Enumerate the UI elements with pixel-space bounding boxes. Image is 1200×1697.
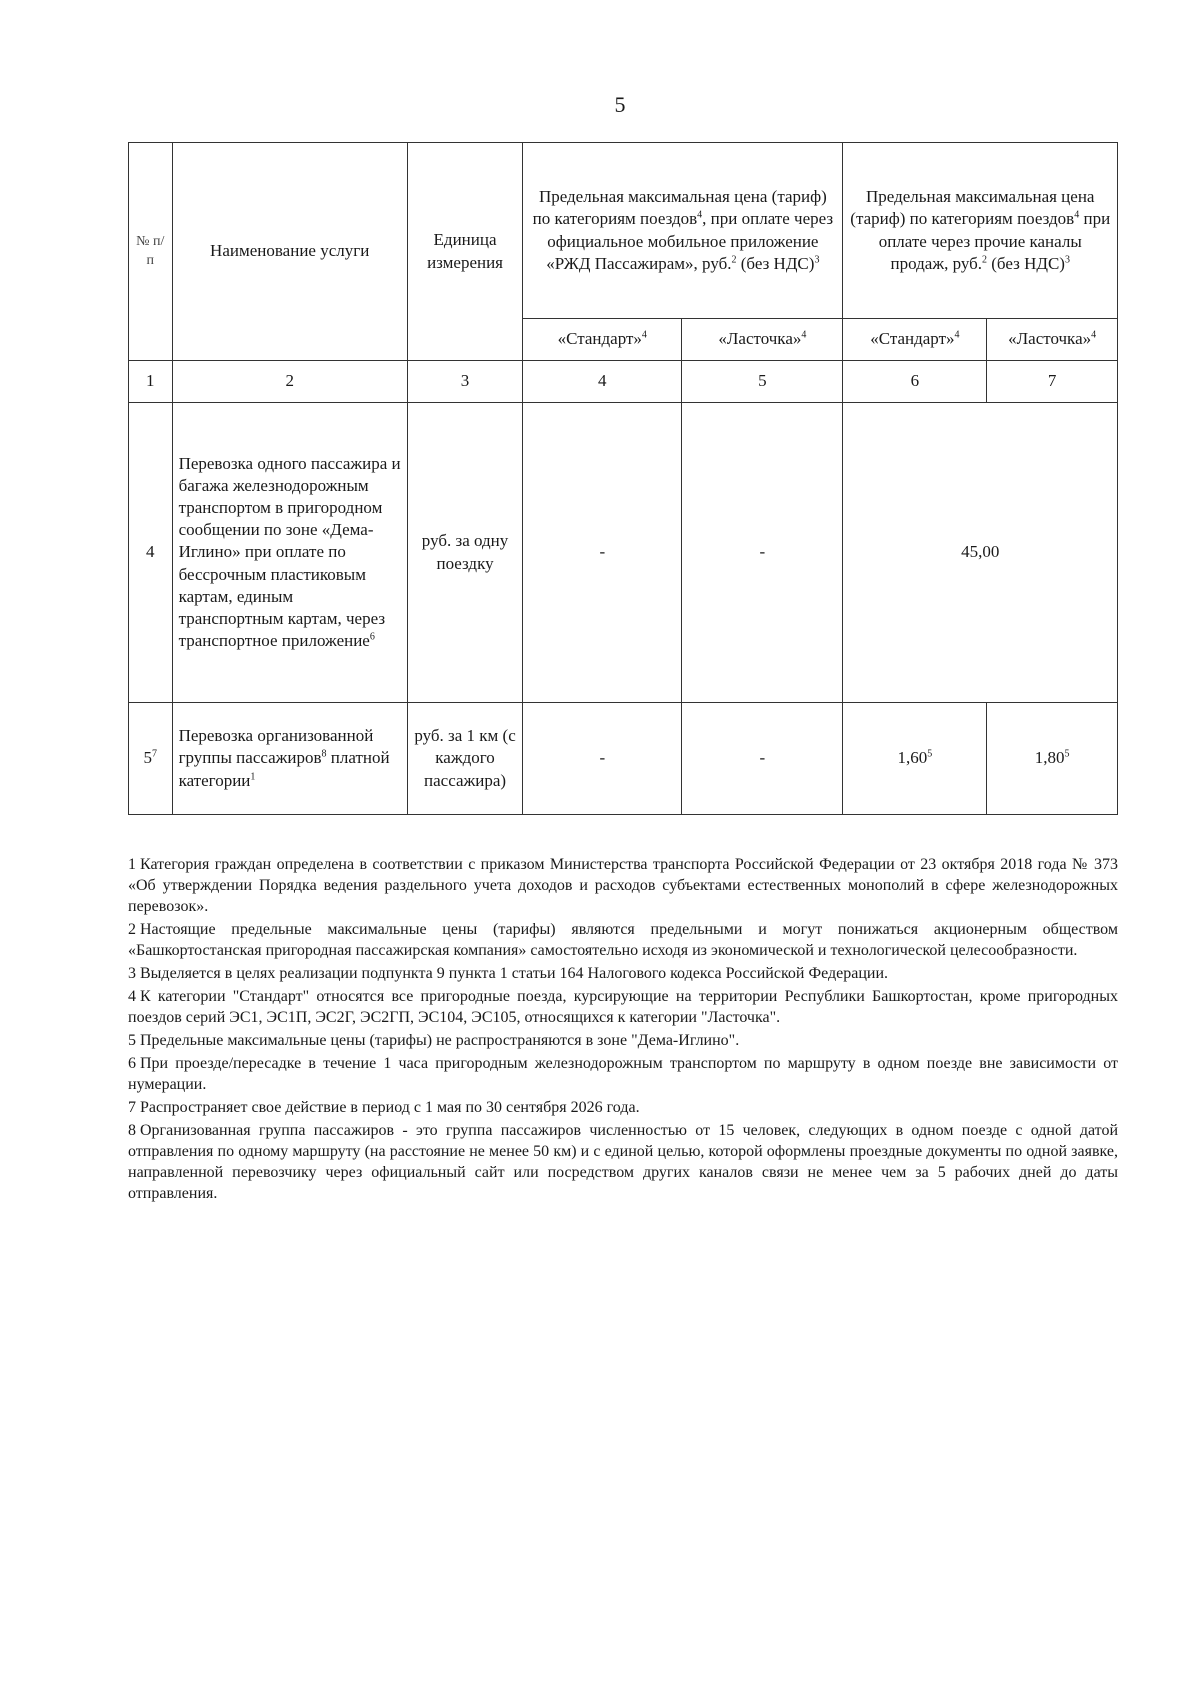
header-num: № п/п	[129, 143, 173, 361]
row-app-standard: -	[523, 703, 682, 815]
row-unit: руб. за 1 км (с каждого пассажира)	[407, 703, 522, 815]
row-app-standard: -	[523, 403, 682, 703]
subheader-other-standard: «Стандарт»$^4$	[843, 319, 987, 361]
header-other-price: Предельная максимальная цена (тариф) по категориям поездов$^4$ при оплате через прочие каналы продаж, руб.$^2$ (без НДС)$^3$	[843, 143, 1118, 319]
footnote: 5 Предельные максимальные цены (тарифы) не распространяются в зоне "Дема-Иглино".	[128, 1032, 740, 1049]
row-num: 4	[129, 403, 173, 703]
col-number: 7	[987, 361, 1118, 403]
col-number: 4	[523, 361, 682, 403]
footnote: 3 Выделяется в целях реализации подпункта 9 пункта 1 статьи 164 Налогового кодекса Российской Федерации.	[128, 965, 889, 982]
table-row	[129, 403, 1118, 703]
header-service: Наименование услуги	[172, 143, 407, 361]
row-app-lastochka: -	[682, 703, 843, 815]
footnotes	[128, 854, 1118, 1206]
row-unit: руб. за одну поездку	[407, 403, 522, 703]
subheader-app-lastochka: «Ласточка»$^4$	[682, 319, 843, 361]
row-num: $5^7$	[129, 703, 173, 815]
row-other-price: 45,00	[843, 403, 1118, 703]
header-row	[129, 143, 1118, 319]
col-number: 2	[172, 361, 407, 403]
col-number: 3	[407, 361, 522, 403]
row-other-lastochka: 1,80$^5$	[987, 703, 1118, 815]
row-service: Перевозка организованной группы пассажиров$^8$ платной категории$^1$	[172, 703, 407, 815]
row-app-lastochka: -	[682, 403, 843, 703]
col-number: 5	[682, 361, 843, 403]
footnote: 2 Настоящие предельные максимальные цены (тарифы) являются предельными и могут понижаться акционерным обществом «Башкортостанская пригородная пассажирская компания» самостоятельно исходя из экономической и технологической целесообразности.	[128, 921, 1118, 959]
tariff-table	[128, 142, 1118, 815]
column-number-row	[129, 361, 1118, 403]
col-number: 1	[129, 361, 173, 403]
header-app-price: Предельная максимальная цена (тариф) по категориям поездов$^4$, при оплате через официальное мобильное приложение «РЖД Пассажирам», руб.$^2$ (без НДС)$^3$	[523, 143, 843, 319]
subheader-app-standard: «Стандарт»$^4$	[523, 319, 682, 361]
header-unit: Единица измерения	[407, 143, 522, 361]
table-row	[129, 703, 1118, 815]
col-number: 6	[843, 361, 987, 403]
subheader-other-lastochka: «Ласточка»$^4$	[987, 319, 1118, 361]
page-number: 5	[614, 92, 626, 117]
footnote: 1 Категория граждан определена в соответствии с приказом Министерства транспорта Российской Федерации от 23 октября 2018 года № 373 «Об утверждении Порядка ведения раздельного учета доходов и расходов субъектами естественных монополий в сфере железнодорожных перевозок».	[128, 856, 1118, 915]
footnote: 4 К категории "Стандарт" относятся все пригородные поезда, курсирующие на территории Республики Башкортостан, кроме пригородных поездов серий ЭС1, ЭС1П, ЭС2Г, ЭС2ГП, ЭС104, ЭС105, относящихся к категории "Ласточка".	[128, 988, 1118, 1026]
footnote: 7 Распространяет свое действие в период с 1 мая по 30 сентября 2026 года.	[128, 1099, 640, 1116]
row-service: Перевозка одного пассажира и багажа железнодорожным транспортом в пригородном сообщении по зоне «Дема-Иглино» при оплате по бессрочным пластиковым картам, единым транспортным картам, через транспортное приложение$^6$	[172, 403, 407, 703]
footnote: 6 При проезде/пересадке в течение 1 часа пригородным железнодорожным транспортом по маршруту в одном поезде вне зависимости от нумерации.	[128, 1055, 1118, 1093]
footnote: 8 Организованная группа пассажиров - это группа пассажиров численностью от 15 человек, следующих в одном поезде с одной датой отправления по одному маршруту (на расстояние не менее 50 км) и с единой целью, которой оформлены проездные документы по одной заявке, направленной перевозчику через официальный сайт или посредством других каналов связи не менее чем за 5 рабочих дней до даты отправления.	[128, 1122, 1118, 1202]
row-other-standard: 1,60$^5$	[843, 703, 987, 815]
